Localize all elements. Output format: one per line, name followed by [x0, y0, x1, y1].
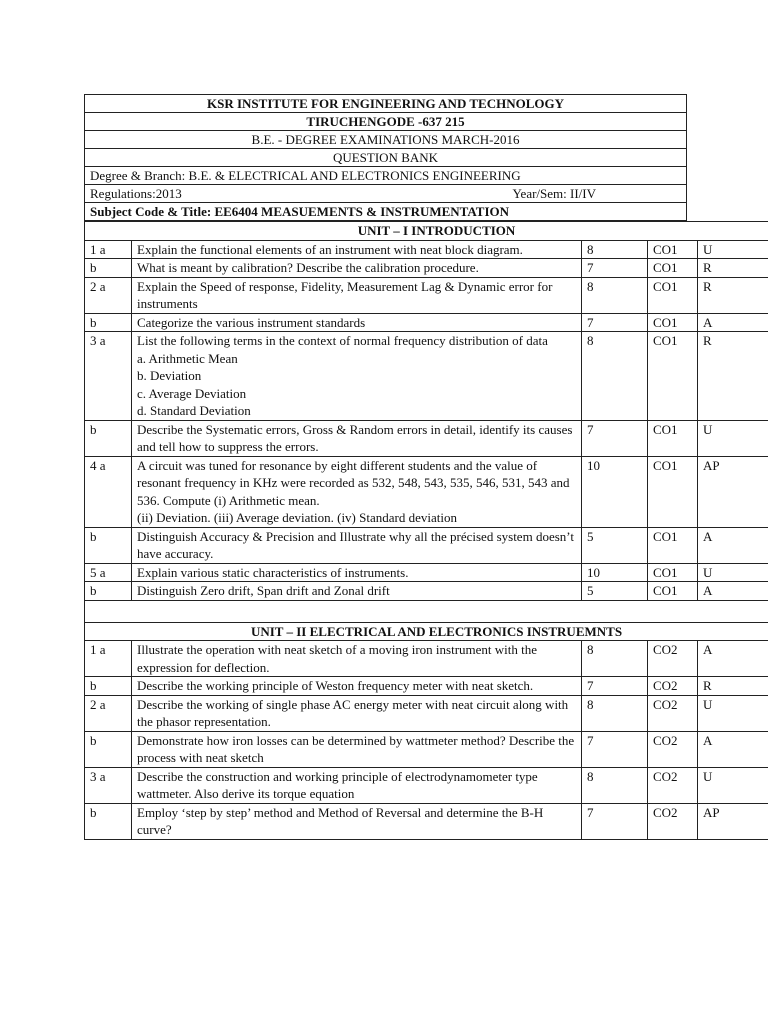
question-text [132, 563, 582, 582]
question-number: b [85, 803, 132, 839]
question-row [85, 332, 768, 421]
course-outcome: CO1 [648, 563, 698, 582]
question-number: b [85, 527, 132, 563]
question-text [132, 731, 582, 767]
marks: 8 [582, 767, 648, 803]
knowledge-level: U [698, 240, 768, 259]
question-number: b [85, 420, 132, 456]
question-text [132, 582, 582, 601]
course-outcome: CO2 [648, 695, 698, 731]
question-number: 2 a [85, 277, 132, 313]
course-outcome: CO2 [648, 677, 698, 696]
question-text [132, 313, 582, 332]
course-outcome: CO1 [648, 313, 698, 332]
question-number: 1 a [85, 641, 132, 677]
knowledge-level: AP [698, 803, 768, 839]
marks: 8 [582, 641, 648, 677]
question-number: 2 a [85, 695, 132, 731]
course-outcome: CO1 [648, 420, 698, 456]
knowledge-level: U [698, 767, 768, 803]
question-subitem: a. Arithmetic Mean [137, 350, 238, 366]
knowledge-level: R [698, 677, 768, 696]
question-text [132, 259, 582, 278]
question-subitem: (ii) Deviation. (iii) Average deviation. (iv) Standard deviation [137, 510, 457, 525]
marks: 8 [582, 240, 648, 259]
question-number: b [85, 677, 132, 696]
marks: 10 [582, 456, 648, 527]
question-text [132, 456, 582, 527]
question-row [85, 695, 768, 731]
question-text [132, 527, 582, 563]
marks: 7 [582, 677, 648, 696]
marks: 8 [582, 277, 648, 313]
question-row [85, 527, 768, 563]
marks: 5 [582, 527, 648, 563]
question-row [85, 731, 768, 767]
header-table [84, 94, 687, 221]
course-outcome: CO1 [648, 332, 698, 421]
question-row [85, 677, 768, 696]
question-number: 4 a [85, 456, 132, 527]
marks: 7 [582, 803, 648, 839]
question-row [85, 803, 768, 839]
unit-header-row [85, 222, 768, 241]
question-table [84, 221, 768, 840]
marks: 5 [582, 582, 648, 601]
question-text-main: Describe the Systematic errors, Gross & Random errors in detail, identify its causes and tell how to suppress the errors. [137, 421, 573, 454]
regulations: Regulations:2013 [90, 186, 182, 201]
question-text-main: Employ ‘step by step’ method and Method of Reversal and determine the B-H curve? [137, 804, 544, 837]
question-text [132, 695, 582, 731]
unit-header-row [85, 622, 768, 641]
course-outcome: CO1 [648, 527, 698, 563]
marks: 8 [582, 332, 648, 421]
question-text-main: Describe the working of single phase AC energy meter with neat circuit along with the phasor representation. [137, 696, 569, 729]
question-text-main: Explain the Speed of response, Fidelity, Measurement Lag & Dynamic error for instruments [137, 278, 553, 311]
question-row [85, 582, 768, 601]
question-text-main: Categorize the various instrument standards [137, 314, 366, 330]
knowledge-level: A [698, 582, 768, 601]
marks: 10 [582, 563, 648, 582]
knowledge-level: AP [698, 456, 768, 527]
question-text-main: Describe the construction and working principle of electrodynamometer type wattmeter. Also derive its torque equation [137, 768, 538, 801]
knowledge-level: R [698, 332, 768, 421]
course-outcome: CO1 [648, 240, 698, 259]
question-number: b [85, 582, 132, 601]
course-outcome: CO2 [648, 731, 698, 767]
spacer-row [85, 600, 768, 622]
question-row [85, 456, 768, 527]
institute-location: TIRUCHENGODE -637 215 [85, 113, 687, 131]
question-number: b [85, 731, 132, 767]
marks: 7 [582, 731, 648, 767]
question-subitem: c. Average Deviation [137, 385, 247, 401]
knowledge-level: R [698, 259, 768, 278]
question-number: 5 a [85, 563, 132, 582]
knowledge-level: A [698, 527, 768, 563]
year-sem: Year/Sem: II/IV [512, 186, 596, 201]
question-subitem: d. Standard Deviation [137, 403, 251, 418]
course-outcome: CO1 [648, 277, 698, 313]
question-text-main: Illustrate the operation with neat sketch of a moving iron instrument with the expression for deflection. [137, 642, 538, 675]
regulations-row [85, 185, 687, 203]
unit-title: UNIT – I INTRODUCTION [85, 222, 768, 241]
question-text [132, 420, 582, 456]
question-row [85, 277, 768, 313]
question-number: b [85, 313, 132, 332]
question-number: 3 a [85, 767, 132, 803]
question-text [132, 641, 582, 677]
question-bank-document [84, 94, 720, 840]
question-text [132, 803, 582, 839]
unit-title: UNIT – II ELECTRICAL AND ELECTRONICS INSTRUEMNTS [85, 622, 768, 641]
institute-name: KSR INSTITUTE FOR ENGINEERING AND TECHNOLOGY [85, 95, 687, 113]
degree-branch: Degree & Branch: B.E. & ELECTRICAL AND ELECTRONICS ENGINEERING [85, 167, 687, 185]
question-number: 1 a [85, 240, 132, 259]
knowledge-level: U [698, 695, 768, 731]
marks: 7 [582, 313, 648, 332]
question-text-main: Explain the functional elements of an instrument with neat block diagram. [137, 241, 523, 257]
question-text-main: Distinguish Accuracy & Precision and Illustrate why all the précised system doesn’t have accuracy. [137, 528, 574, 561]
question-row [85, 259, 768, 278]
course-outcome: CO2 [648, 641, 698, 677]
question-row [85, 563, 768, 582]
question-text [132, 677, 582, 696]
question-text-main: Explain various static characteristics of instruments. [137, 564, 409, 580]
course-outcome: CO2 [648, 803, 698, 839]
question-row [85, 240, 768, 259]
course-outcome: CO1 [648, 259, 698, 278]
question-number: 3 a [85, 332, 132, 421]
document-type: QUESTION BANK [85, 149, 687, 167]
question-subitem: b. Deviation [137, 368, 202, 383]
question-text-main: Demonstrate how iron losses can be determined by wattmeter method? Describe the process with neat sketch [137, 732, 575, 765]
question-row [85, 641, 768, 677]
question-text [132, 240, 582, 259]
course-outcome: CO1 [648, 456, 698, 527]
question-table-body [85, 222, 768, 840]
marks: 8 [582, 695, 648, 731]
marks: 7 [582, 259, 648, 278]
knowledge-level: A [698, 313, 768, 332]
knowledge-level: U [698, 563, 768, 582]
question-text-main: Describe the working principle of Weston frequency meter with neat sketch. [137, 678, 534, 693]
question-text-main: A circuit was tuned for resonance by eight different students and the value of resonant frequency in KHz were recorded as 532, 548, 543, 535, 546, 531, 543 and 536. Compute (i) Arithmetic mean. [137, 457, 570, 508]
question-row [85, 313, 768, 332]
course-outcome: CO2 [648, 767, 698, 803]
exam-title: B.E. - DEGREE EXAMINATIONS MARCH-2016 [85, 131, 687, 149]
question-text-main: Distinguish Zero drift, Span drift and Zonal drift [137, 583, 390, 598]
knowledge-level: R [698, 277, 768, 313]
question-row [85, 767, 768, 803]
knowledge-level: A [698, 731, 768, 767]
question-text-main: List the following terms in the context of normal frequency distribution of data [137, 333, 548, 348]
marks: 7 [582, 420, 648, 456]
subject-title: Subject Code & Title: EE6404 MEASUEMENTS & INSTRUMENTATION [85, 203, 687, 221]
question-text [132, 332, 582, 421]
course-outcome: CO1 [648, 582, 698, 601]
knowledge-level: U [698, 420, 768, 456]
question-row [85, 420, 768, 456]
knowledge-level: A [698, 641, 768, 677]
spacer-cell [85, 600, 768, 622]
question-text-main: What is meant by calibration? Describe the calibration procedure. [137, 260, 479, 275]
question-number: b [85, 259, 132, 278]
question-text [132, 767, 582, 803]
question-text [132, 277, 582, 313]
